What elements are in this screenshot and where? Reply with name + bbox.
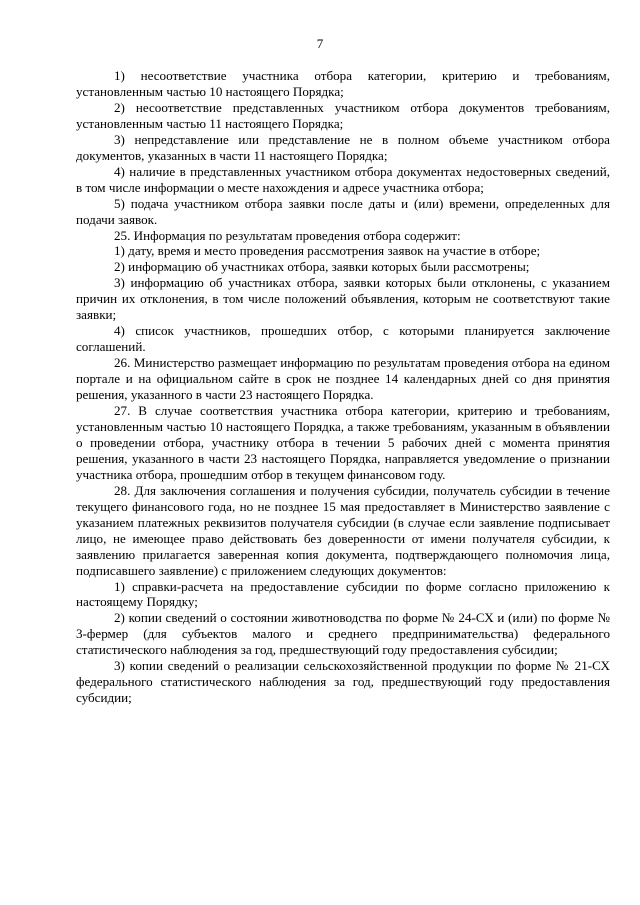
paragraph: 2) копии сведений о состоянии животноводства по форме № 24-СХ и (или) по форме № 3-фермер (для субъектов малого и среднего предпринимательства) федерального статистического наблюдения за год, предшествующий году предоставления субсидии; bbox=[76, 610, 610, 658]
paragraph: 28. Для заключения соглашения и получения субсидии, получатель субсидии в течение текущего финансового года, но не позднее 15 мая предоставляет в Министерство заявление с указанием платежных реквизитов получателя субсидии (в случае если заявление подписывает лицо, не имеющее право действовать без доверенности от имени получателя субсидии, к заявлению прилагается заверенная копия документа, подтверждающего полномочия лица, подписавшего заявление) с приложением следующих документов: bbox=[76, 482, 610, 578]
paragraph: 4) наличие в представленных участником отбора документах недостоверных сведений, в том числе информации о месте нахождения и адресе участника отбора; bbox=[76, 163, 610, 195]
document-body bbox=[76, 68, 610, 706]
paragraph: 2) информацию об участниках отбора, заявки которых были рассмотрены; bbox=[114, 259, 530, 275]
paragraph: 3) непредставление или представление не в полном объеме участником отбора документов, указанных в части 11 настоящего Порядка; bbox=[76, 131, 610, 163]
paragraph: 1) дату, время и место проведения рассмотрения заявок на участие в отборе; bbox=[114, 243, 541, 259]
page-number: 7 bbox=[316, 36, 324, 51]
paragraph: 4) список участников, прошедших отбор, с которыми планируется заключение соглашений. bbox=[76, 323, 610, 355]
paragraph: 3) копии сведений о реализации сельскохозяйственной продукции по форме № 21-СХ федерального статистического наблюдения за год, предшествующий году предоставления субсидии; bbox=[76, 658, 610, 706]
paragraph: 25. Информация по результатам проведения отбора содержит: bbox=[114, 227, 461, 243]
paragraph: 3) информацию об участниках отбора, заявки которых были отклонены, с указанием причин их отклонения, в том числе положений объявления, которым не соответствуют такие заявки; bbox=[76, 275, 610, 323]
paragraph: 2) несоответствие представленных участником отбора документов требованиям, установленным частью 11 настоящего Порядка; bbox=[76, 99, 610, 131]
paragraph: 26. Министерство размещает информацию по результатам проведения отбора на едином портале и на официальном сайте в срок не позднее 14 календарных дней со дня принятия решения, указанного в части 23 настоящего Порядка. bbox=[76, 355, 610, 403]
paragraph: 1) несоответствие участника отбора категории, критерию и требованиям, установленным частью 10 настоящего Порядка; bbox=[76, 68, 610, 99]
paragraph: 1) справки-расчета на предоставление субсидии по форме согласно приложению к настоящему Порядку; bbox=[76, 578, 610, 610]
paragraph: 27. В случае соответствия участника отбора категории, критерию и требованиям, установленным частью 10 настоящего Порядка, а также требованиям, указанным в объявлении о проведении отбора, участнику отбора в течении 5 рабочих дней с момента принятия решения, указанного в части 23 настоящего Порядка, направляется уведомление о признании участника отбора, прошедшим отбор в текущем финансовом году. bbox=[76, 403, 610, 482]
paragraph: 5) подача участником отбора заявки после даты и (или) времени, определенных для подачи заявок. bbox=[76, 195, 610, 227]
